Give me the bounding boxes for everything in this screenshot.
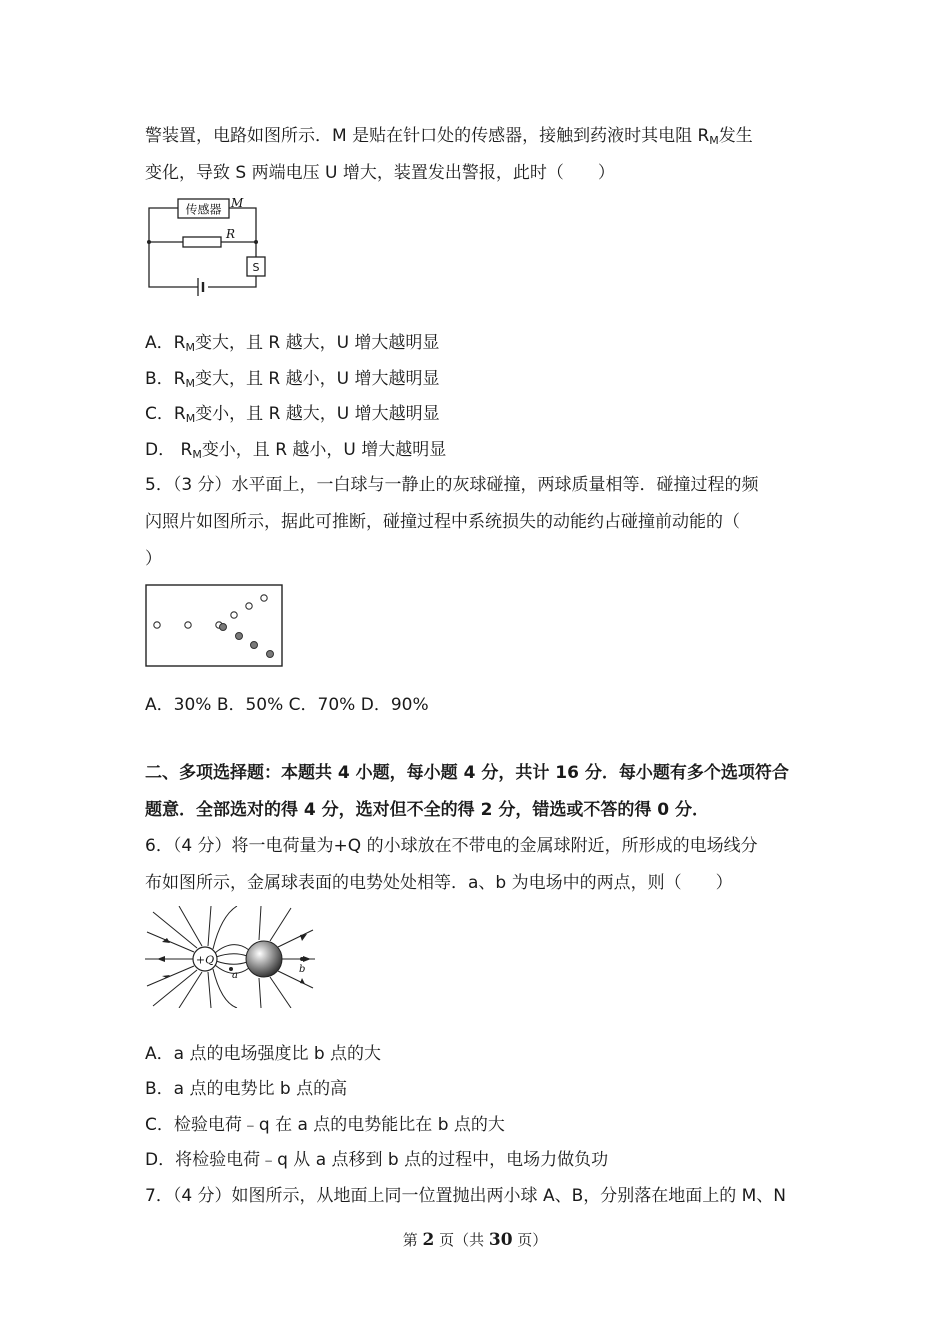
r-label: R	[226, 227, 236, 241]
q4-option-a: A．$R_M$变大，且 R 越大，U 增大越明显	[145, 333, 440, 354]
collision-photo	[145, 584, 283, 668]
q4-option-d: D． $R_M$变小，且 R 越小，U 增大越明显	[145, 440, 447, 461]
a-label: a	[232, 970, 238, 981]
m-label: M	[231, 196, 244, 210]
sensor-label: 传感器	[185, 202, 222, 217]
q6-option-b: B．a 点的电势比 b 点的高	[145, 1079, 348, 1099]
page-number: 2	[422, 1230, 435, 1250]
section-heading-line-1: 二、多项选择题：本题共 4 小题，每小题 4 分，共计 16 分．每小题有多个选项符合	[145, 763, 789, 783]
q6-text-line-1: 6．（4 分）将一电荷量为+Q 的小球放在不带电的金属球附近，所形成的电场线分	[145, 836, 758, 856]
q6-option-d: D．将检验电荷﹣q 从 a 点移到 b 点的过程中，电场力做负功	[145, 1150, 609, 1170]
q4-text-line-1: 警装置，电路如图所示．M 是贴在针口处的传感器，接触到药液时其电阻 $R_M$发生	[145, 126, 753, 147]
s-label: S	[252, 261, 260, 274]
q4-option-b: B．$R_M$变大，且 R 越小，U 增大越明显	[145, 369, 440, 390]
b-label: b	[299, 964, 306, 975]
q6-option-c: C．检验电荷﹣q 在 a 点的电势能比在 b 点的大	[145, 1115, 505, 1135]
q6-text-line-2: 布如图所示，金属球表面的电势处处相等．a、b 为电场中的两点，则（ ）	[145, 873, 733, 893]
q4-text-line-2: 变化，导致 S 两端电压 U 增大，装置发出警报，此时（ ）	[145, 163, 615, 183]
electric-field-diagram	[145, 906, 315, 1008]
q5-text-line-2: 闪照片如图所示，据此可推断，碰撞过程中系统损失的动能约占碰撞前动能的（	[145, 512, 740, 532]
subscript: M	[709, 134, 719, 147]
total-pages: 30	[488, 1230, 513, 1250]
charge-label: +Q	[195, 953, 215, 967]
q5-text-line-1: 5．（3 分）水平面上，一白球与一静止的灰球碰撞，两球质量相等．碰撞过程的频	[145, 475, 759, 495]
q5-text-line-3: ）	[145, 549, 162, 569]
q5-options: A．30% B．50% C．70% D．90%	[145, 695, 429, 715]
circuit-diagram	[143, 196, 273, 296]
q6-option-a: A．a 点的电场强度比 b 点的大	[145, 1044, 382, 1064]
section-heading-line-2: 题意．全部选对的得 4 分，选对但不全的得 2 分，错选或不答的得 0 分．	[145, 800, 709, 820]
q4-option-c: C．$R_M$变小，且 R 越大，U 增大越明显	[145, 404, 440, 425]
page-footer: 第 2 页（共 30 页）	[402, 1230, 548, 1250]
q7-text-line-1: 7．（4 分）如图所示，从地面上同一位置抛出两小球 A、B，分别落在地面上的 M、N	[145, 1186, 787, 1206]
